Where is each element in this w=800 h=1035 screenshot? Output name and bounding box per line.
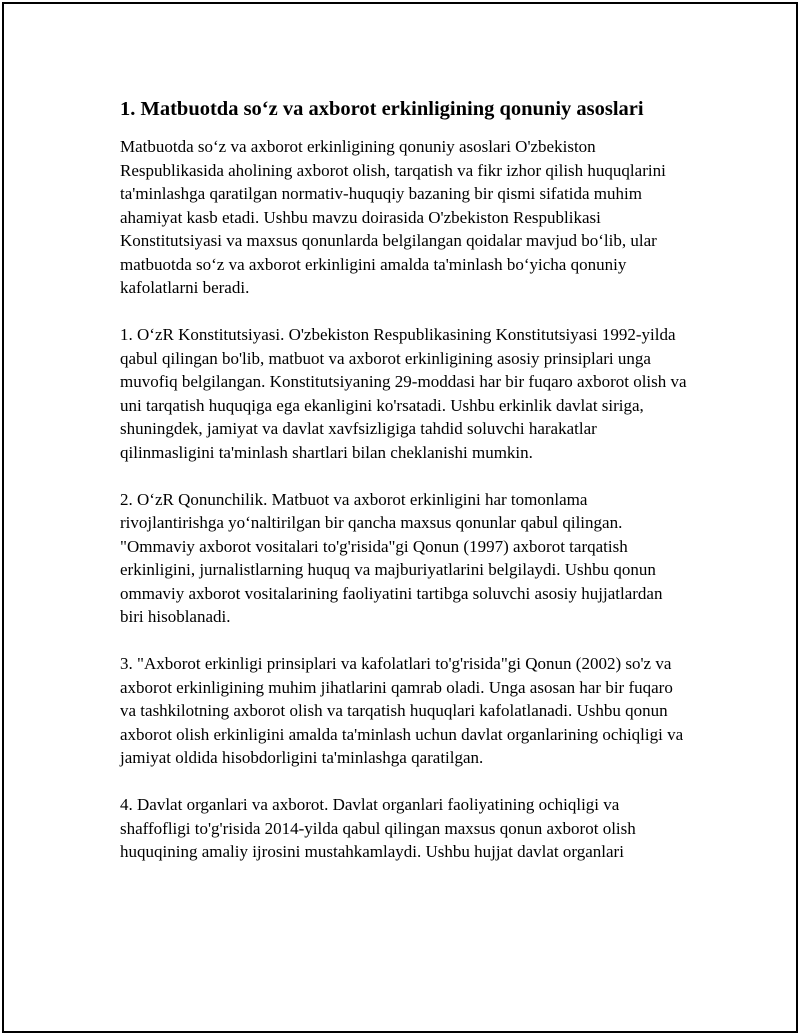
paragraph-legislation: 2. O‘zR Qonunchilik. Matbuot va axborot erkinligini har tomonlama rivojlantirishga yo‘naltirilgan bir qancha maxsus qonunlar qabul qilingan. "Ommaviy axborot vositalari to'g'risida"gi Qonun (1997) axborot tarqatish erkinligini, jurnalistlarning huquq va majburiyatlarini belgilaydi. Ushbu qonun ommaviy axborot vositalarining faoliyatini tartibga soluvchi asosiy hujjatlardan biri hisoblanadi. <box>120 489 663 626</box>
paragraph-state-bodies: 4. Davlat organlari va axborot. Davlat organlari faoliyatining ochiqligi va shaffofligi to'g'risida 2014-yilda qabul qilingan maxsus qonun axborot olish huquqining amaliy ijrosini mustahkamlaydi. Ushbu hujjat davlat organlari <box>120 795 636 861</box>
paragraph-intro: Matbuotda so‘z va axborot erkinligining qonuniy asoslari O'zbekiston Respublikasida aholining axborot olish, tarqatish va fikr izhor qilish huquqlarini ta'minlashga qaratilgan normativ-huquqiy bazaning bir qismi sifatida muhim ahamiyat kasb etadi. Ushbu mavzu doirasida O'zbekiston Respublikasi Konstitutsiyasi va maxsus qonunlarda belgilangan qoidalar mavjud bo‘lib, ular matbuotda so‘z va axborot erkinligini amalda ta'minlash bo‘yicha qonuniy kafolatlarni beradi. <box>120 137 666 297</box>
paragraph-freedom-law: 3. "Axborot erkinligi prinsiplari va kafolatlari to'g'risida"gi Qonun (2002) so'z va axborot erkinligining muhim jihatlarini qamrab oladi. Unga asosan har bir fuqaro va tashkilotning axborot olish va tarqatish huquqlari kafolatlanadi. Ushbu qonun axborot olish erkinligini amalda ta'minlash uchun davlat organlarining ochiqligi va jamiyat oldida hisobdorligini ta'minlashga qaratilgan. <box>120 654 684 767</box>
paragraph-constitution: 1. O‘zR Konstitutsiyasi. O'zbekiston Respublikasining Konstitutsiyasi 1992-yilda qabul qilingan bo'lib, matbuot va axborot erkinligining asosiy prinsiplari unga muvofiq belgilangan. Konstitutsiyaning 29-moddasi har bir fuqaro axborot olish va uni tarqatish huquqiga ega ekanligini ko'rsatadi. Ushbu erkinlik davlat siriga, shuningdek, jamiyat va davlat xavfsizligiga tahdid soluvchi harakatlar qilinmasligini ta'minlash shartlari bilan cheklanishi mumkin. <box>120 325 687 462</box>
document-body <box>120 95 690 887</box>
document-page <box>2 2 798 1033</box>
section-heading: 1. Matbuotda so‘z va axborot erkinligining qonuniy asoslari <box>120 98 644 120</box>
